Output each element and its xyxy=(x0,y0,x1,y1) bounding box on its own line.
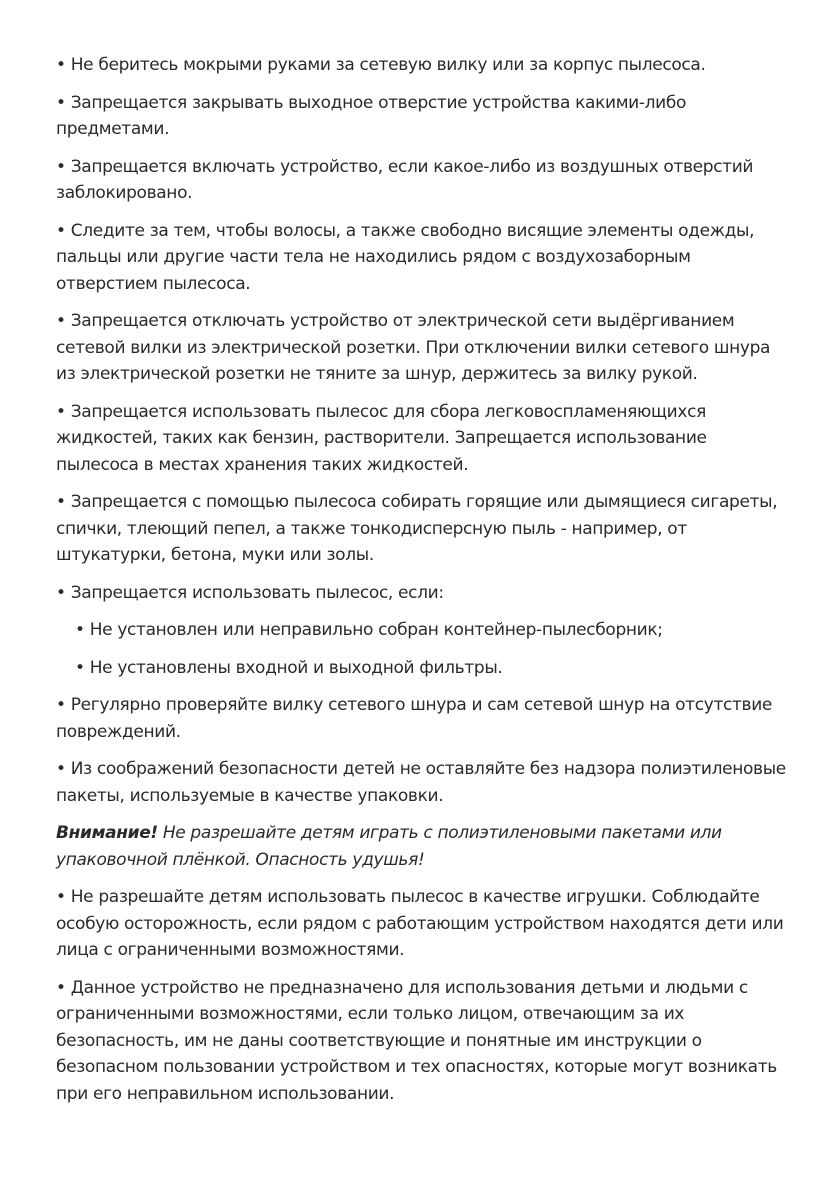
warning-note xyxy=(56,820,786,873)
safety-subitem-container: • Не установлен или неправильно собран контейнер-пылесборник; xyxy=(75,620,663,640)
warning-label: Внимание! xyxy=(56,823,158,843)
safety-item-burning-objects: • Запрещается с помощью пылесоса собирать горящие или дымящиеся сигареты, спички, тлеющий пепел, а также тонкодисперсную пыль - например, от штукатурки, бетона, муки или золы. xyxy=(56,492,778,565)
safety-item-flammable-liquids: • Запрещается использовать пылесос для сбора легковоспламеняющихся жидкостей, таких как бензин, растворители. Запрещается использование пылесоса в местах хранения таких жидкостей. xyxy=(56,401,707,475)
safety-item-prohibited-use: • Запрещается использовать пылесос, если: xyxy=(56,582,444,603)
safety-item-outlet-block: • Запрещается закрывать выходное отверстие устройства какими-либо предметами. xyxy=(56,92,687,139)
safety-item-not-for-children: • Данное устройство не предназначено для использования детьми и людьми с ограниченными возможностями, если только лицом, отвечающим за их безопасность, им не даны соответствующие и понятные им инструкции о безопасном пользовании устройством и тех опасностях, которые могут возникать при его неправильном использовании. xyxy=(56,977,777,1104)
safety-item-air-holes: • Запрещается включать устройство, если какое-либо из воздушных отверстий заблокировано. xyxy=(56,156,754,203)
safety-item-plastic-bags: • Из соображений безопасности детей не оставляйте без надзора полиэтиленовые пакеты, используемые в качестве упаковки. xyxy=(56,759,786,806)
safety-item-children-toy: • Не разрешайте детям использовать пылесос в качестве игрушки. Соблюдайте особую осторожность, если рядом с работающим устройством находятся дети или лица с ограниченными возможностями. xyxy=(56,887,784,960)
safety-item-check-cord: • Регулярно проверяйте вилку сетевого шнура и сам сетевой шнур на отсутствие повреждений. xyxy=(56,695,773,742)
safety-item-wet-hands: • Не беритесь мокрыми руками за сетевую вилку или за корпус пылесоса. xyxy=(56,55,706,75)
safety-item-hair-clothes: • Следите за тем, чтобы волосы, а также свободно висящие элементы одежды, пальцы или другие части тела не находились рядом с воздухозаборным отверстием пылесоса. xyxy=(56,220,755,294)
document-page xyxy=(56,52,786,1118)
safety-item-unplug: • Запрещается отключать устройство от электрической сети выдёргиванием сетевой вилки из электрической розетки. При отключении вилки сетевого шнура из электрической розетки не тяните за шнур, держитесь за вилку рукой. xyxy=(56,311,771,384)
safety-subitem-filters: • Не установлены входной и выходной фильтры. xyxy=(75,657,503,678)
warning-text: Не разрешайте детям играть с полиэтиленовыми пакетами или упаковочной плёнкой. Опасность удушья! xyxy=(56,823,722,870)
